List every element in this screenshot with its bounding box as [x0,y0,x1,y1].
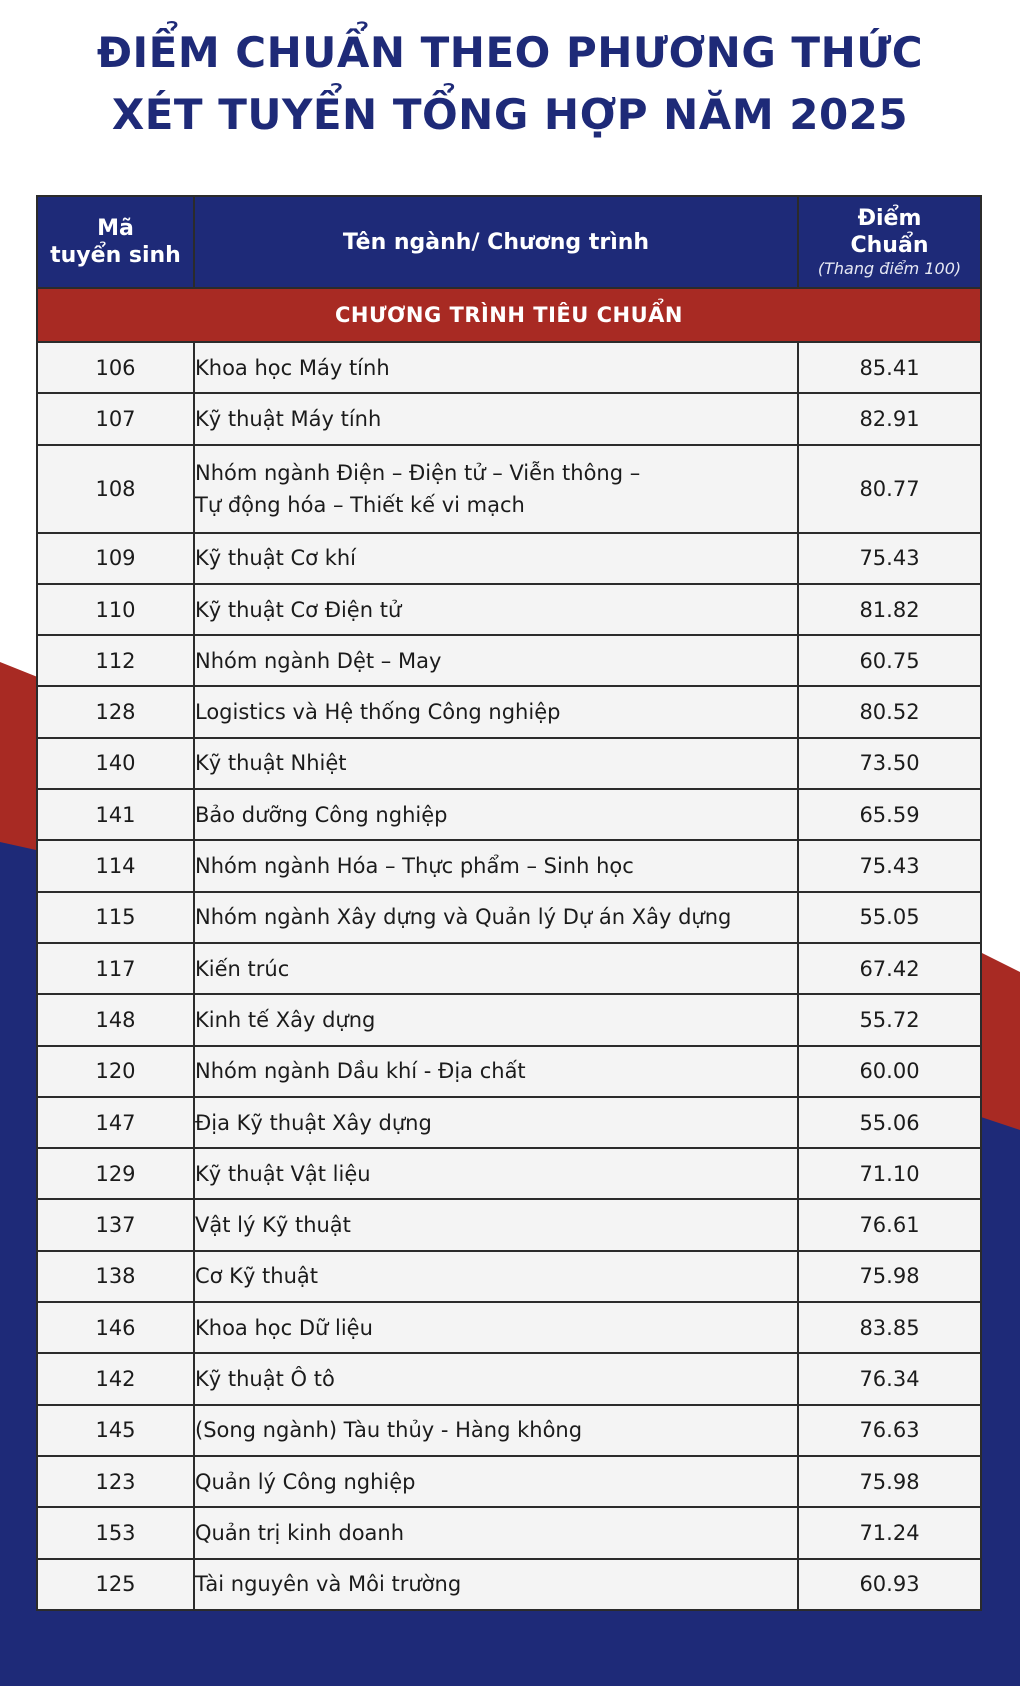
row-score: 60.75 [798,635,981,686]
row-code: 110 [37,584,194,635]
row-code: 153 [37,1507,194,1558]
row-code: 117 [37,943,194,994]
header-program-name: Tên ngành/ Chương trình [194,196,798,288]
header-score-note: (Thang điểm 100) [817,259,962,278]
row-score: 60.93 [798,1559,981,1610]
row-score: 81.82 [798,584,981,635]
row-code: 129 [37,1148,194,1199]
row-code: 112 [37,635,194,686]
row-score: 65.59 [798,789,981,840]
row-code: 148 [37,994,194,1045]
row-program-name: Quản trị kinh doanh [194,1507,798,1558]
row-code: 141 [37,789,194,840]
table-row [37,1251,981,1302]
row-code: 142 [37,1353,194,1404]
row-score: 76.63 [798,1405,981,1456]
table-row [37,635,981,686]
header-code-line-2: tuyển sinh [50,243,181,268]
row-score: 60.00 [798,1046,981,1097]
row-score: 67.42 [798,943,981,994]
table-row [37,686,981,737]
row-program-name: Kỹ thuật Máy tính [194,393,798,444]
row-code: 115 [37,892,194,943]
row-program-name: Tài nguyên và Môi trường [194,1559,798,1610]
row-code: 145 [37,1405,194,1456]
row-program-name: Nhóm ngành Dầu khí - Địa chất [194,1046,798,1097]
row-code: 137 [37,1199,194,1250]
row-program-name: Địa Kỹ thuật Xây dựng [194,1097,798,1148]
table-row [37,445,981,533]
table-row [37,789,981,840]
section-row [37,288,981,342]
page-title-line-1: ĐIỂM CHUẨN THEO PHƯƠNG THỨC [96,28,924,77]
row-program-name-line-2: Tự động hóa – Thiết kế vi mạch [195,492,525,517]
row-score: 55.72 [798,994,981,1045]
table-row [37,1456,981,1507]
table-header-row [37,196,981,288]
page-title-line-2: XÉT TUYỂN TỔNG HỢP NĂM 2025 [111,90,909,139]
row-code: 123 [37,1456,194,1507]
table-row [37,1405,981,1456]
table-row [37,533,981,584]
row-score: 71.24 [798,1507,981,1558]
row-code: 114 [37,840,194,891]
row-program-name: Cơ Kỹ thuật [194,1251,798,1302]
row-code: 147 [37,1097,194,1148]
row-code: 108 [37,445,194,533]
section-title: CHƯƠNG TRÌNH TIÊU CHUẨN [37,288,981,342]
row-score: 76.34 [798,1353,981,1404]
admission-score-table [36,195,982,1611]
row-program-name: Quản lý Công nghiệp [194,1456,798,1507]
table-row [37,1559,981,1610]
table-row [37,840,981,891]
row-program-name: Kỹ thuật Cơ Điện tử [194,584,798,635]
table-row [37,738,981,789]
table-row [37,1507,981,1558]
row-score: 75.98 [798,1251,981,1302]
row-program-name: Logistics và Hệ thống Công nghiệp [194,686,798,737]
row-program-name: Kỹ thuật Ô tô [194,1353,798,1404]
row-code: 146 [37,1302,194,1353]
table-row [37,1199,981,1250]
row-score: 82.91 [798,393,981,444]
table-row [37,994,981,1045]
row-code: 109 [37,533,194,584]
row-program-name: Kinh tế Xây dựng [194,994,798,1045]
table-row [37,1148,981,1199]
row-program-name: Nhóm ngành Hóa – Thực phẩm – Sinh học [194,840,798,891]
row-score: 83.85 [798,1302,981,1353]
row-score: 73.50 [798,738,981,789]
row-score: 55.05 [798,892,981,943]
row-program-name: (Song ngành) Tàu thủy - Hàng không [194,1405,798,1456]
row-program-name: Khoa học Dữ liệu [194,1302,798,1353]
row-code: 120 [37,1046,194,1097]
table-row [37,943,981,994]
table-row [37,1046,981,1097]
row-program-name [194,445,798,533]
row-program-name: Kỹ thuật Cơ khí [194,533,798,584]
page-title [0,22,1020,146]
row-program-name: Nhóm ngành Dệt – May [194,635,798,686]
row-score: 75.98 [798,1456,981,1507]
table-row [37,892,981,943]
row-code: 128 [37,686,194,737]
table-row [37,584,981,635]
table-row [37,1302,981,1353]
row-score: 85.41 [798,342,981,393]
row-program-name: Kỹ thuật Vật liệu [194,1148,798,1199]
row-score: 71.10 [798,1148,981,1199]
row-score: 55.06 [798,1097,981,1148]
row-score: 75.43 [798,840,981,891]
header-score [798,196,981,288]
table-row [37,342,981,393]
row-score: 76.61 [798,1199,981,1250]
row-code: 138 [37,1251,194,1302]
header-score-line-1: Điểm [857,206,922,231]
row-score: 80.77 [798,445,981,533]
table-row [37,393,981,444]
header-code [37,196,194,288]
row-code: 125 [37,1559,194,1610]
row-code: 106 [37,342,194,393]
row-program-name: Nhóm ngành Xây dựng và Quản lý Dự án Xây dựng [194,892,798,943]
row-code: 140 [37,738,194,789]
row-program-name: Khoa học Máy tính [194,342,798,393]
row-program-name: Vật lý Kỹ thuật [194,1199,798,1250]
row-code: 107 [37,393,194,444]
row-score: 80.52 [798,686,981,737]
row-score: 75.43 [798,533,981,584]
row-program-name: Kỹ thuật Nhiệt [194,738,798,789]
row-program-name-line-1: Nhóm ngành Điện – Điện tử – Viễn thông – [195,460,641,485]
table-row [37,1097,981,1148]
header-score-line-2: Chuẩn [850,233,929,258]
row-program-name: Bảo dưỡng Công nghiệp [194,789,798,840]
table-row [37,1353,981,1404]
header-code-line-1: Mã [97,216,134,241]
row-program-name: Kiến trúc [194,943,798,994]
